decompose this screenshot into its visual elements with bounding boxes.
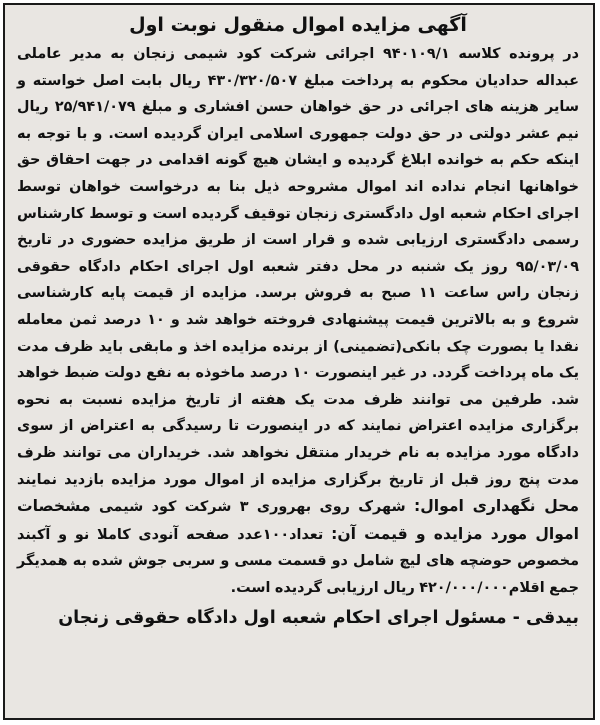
auction-notice (3, 3, 595, 720)
notice-body (17, 41, 579, 601)
notice-main-text: در پرونده کلاسه ۹۴۰۱۰۹/۱ اجرائی شرکت کود شیمی زنجان به مدیر عاملی عبداله حدادیان محکوم به پرداخت مبلغ ۴۳۰/۳۲۰/۵۰۷ ریال بابت اصل خواسته و سایر هزینه های اجرائی در حق خواهان حسن افشاری و مبلغ ۲۵/۹۴۱/۰۷۹ ریال نیم عشر دولتی در حق دولت جمهوری اسلامی ایران گردیده است. و با توجه به اینکه حکم به خوانده ابلاغ گردیده و ایشان هیچ گونه اقدامی در جهت احقاق حق خواهانها انجام نداده اند اموال مشروحه ذیل بنا به درخواست خواهان توسط اجرای احکام شعبه اول دادگستری زنجان توقیف گردیده است و توسط کارشناس رسمی دادگستری ارزیابی شده و قرار است از طریق مزایده حضوری در تاریخ ۹۵/۰۳/۰۹ روز یک شنبه در محل دفتر شعبه اول اجرای احکام دادگاه حقوقی زنجان راس ساعت ۱۱ صبح به فروش برسد. مزایده از قیمت پایه کارشناسی شروع و به بالاترین قیمت پیشنهادی فروخته خواهد شد و ۱۰ درصد ثمن معامله نقدا یا بصورت چک بانکی(تضمینی) از برنده مزایده اخذ و مابقی باید ظرف مدت یک ماه پرداخت گردد. در غیر اینصورت ۱۰ درصد ماخوذه به نفع دولت ضبط خواهد شد. طرفین می توانند ظرف مدت یک هفته از تاریخ مزایده نسبت به نحوه برگزاری مزایده اعتراض نمایند که در اینصورت تا رسیدگی به اعتراض از سوی دادگاه مورد مزایده به نام خریدار منتقل نخواهد شد. خریداران می توانند ظرف مدت پنج روز قبل از تاریخ برگزاری مزایده از اموال مورد مزایده بازدید نمایند (17, 46, 579, 488)
specs-heading: مشخصات اموال مورد مزایده و قیمت آن: (17, 497, 579, 543)
location-text: شهرک روی بهروری ۳ شرکت کود شیمی (99, 499, 406, 516)
notice-title: آگهی مزایده اموال منقول نوبت اول (129, 14, 467, 36)
location-heading: محل نگهداری اموال: (413, 497, 580, 516)
specs-text: تعداد۱۰۰عدد صفحه آنودی کاملا نو و آکبند مخصوص حوضچه های لیچ شامل دو قسمت مسی و سربی جوش شده به همدیگر جمع اقلام۴۲۰/۰۰۰/۰۰۰ ریال ارزیابی گردیده است. (17, 526, 579, 596)
signature-line: بیدقی - مسئول اجرای احکام شعبه اول دادگاه حقوقی زنجان (58, 608, 579, 629)
